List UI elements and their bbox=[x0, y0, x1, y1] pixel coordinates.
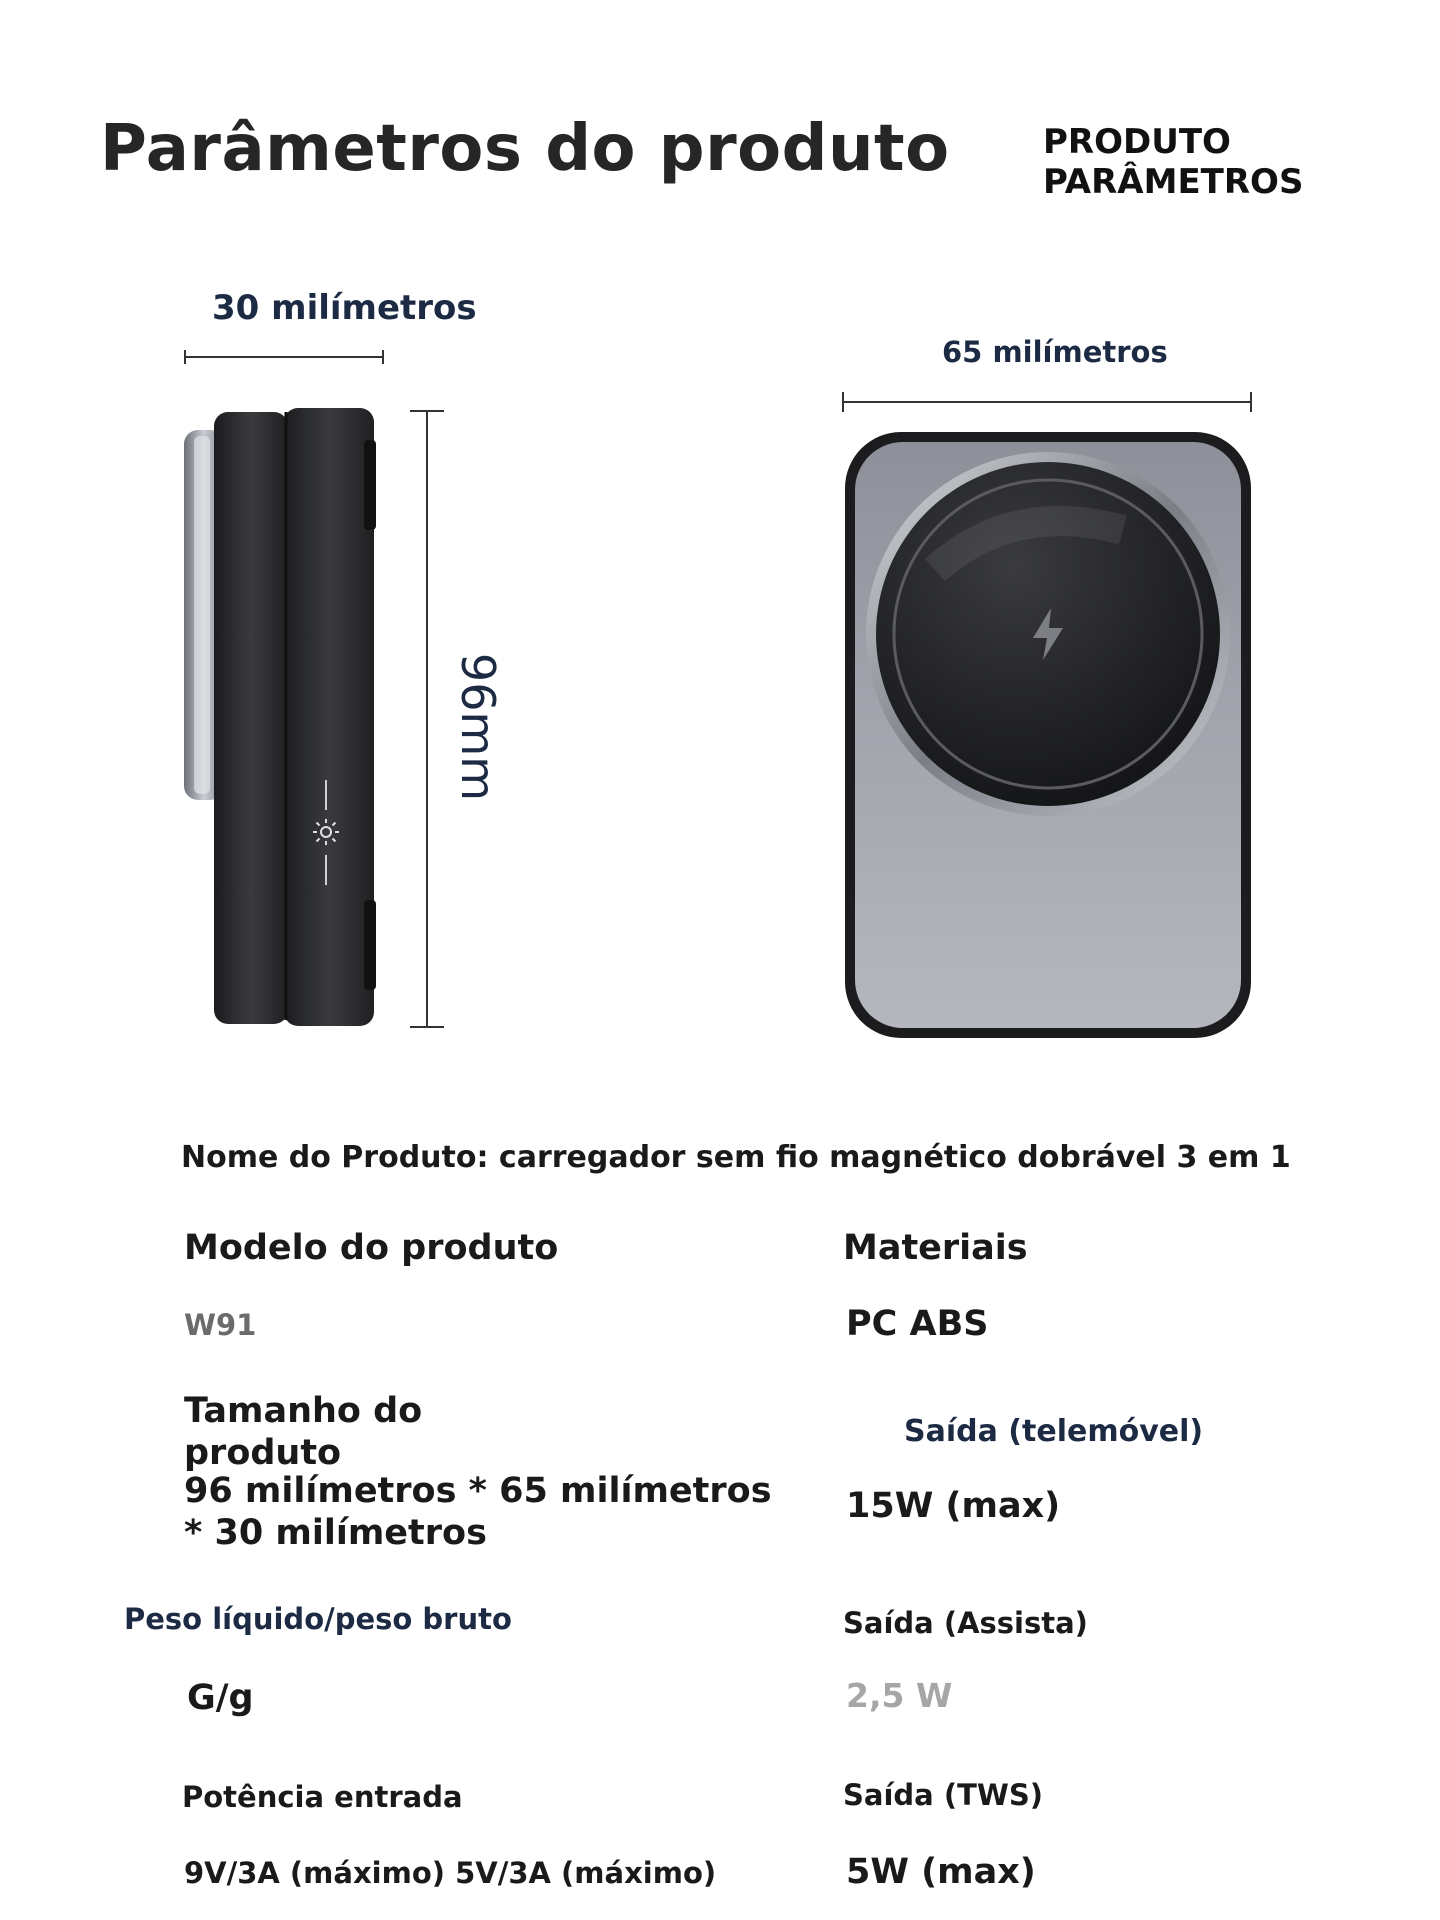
weight-label: Peso líquido/peso bruto bbox=[124, 1602, 512, 1636]
height-dimension-line bbox=[410, 410, 444, 1028]
device-side-view bbox=[180, 400, 380, 1030]
model-label: Modelo do produto bbox=[184, 1228, 559, 1268]
output-phone-value: 15W (max) bbox=[846, 1486, 1061, 1526]
sun-icon bbox=[312, 818, 340, 846]
output-watch-label: Saída (Assista) bbox=[843, 1606, 1088, 1640]
output-phone-label: Saída (telemóvel) bbox=[904, 1414, 1204, 1449]
input-power-label: Potência entrada bbox=[182, 1780, 463, 1814]
depth-label: 30 milímetros bbox=[212, 288, 477, 328]
input-power-value: 9V/3A (máximo) 5V/3A (máximo) bbox=[184, 1856, 717, 1890]
output-watch-value: 2,5 W bbox=[846, 1676, 953, 1715]
width-label: 65 milímetros bbox=[942, 335, 1168, 369]
device-front-view bbox=[843, 430, 1253, 1040]
subtitle-line-2: PARÂMETROS bbox=[1043, 162, 1304, 202]
weight-value: G/g bbox=[187, 1678, 254, 1718]
size-label: Tamanho do produto bbox=[184, 1391, 423, 1473]
lightning-icon bbox=[1027, 606, 1069, 662]
page-title: Parâmetros do produto bbox=[100, 112, 950, 186]
model-value: W91 bbox=[184, 1308, 257, 1342]
product-name: Nome do Produto: carregador sem fio magnético dobrável 3 em 1 bbox=[181, 1140, 1291, 1175]
subtitle-line-1: PRODUTO bbox=[1043, 122, 1231, 162]
output-tws-label: Saída (TWS) bbox=[843, 1778, 1043, 1812]
height-label: 96mm bbox=[451, 652, 505, 802]
materials-label: Materiais bbox=[843, 1228, 1028, 1268]
size-value: 96 milímetros * 65 milímetros * 30 milímetros bbox=[184, 1471, 772, 1553]
depth-dimension-line bbox=[184, 350, 384, 364]
materials-value: PC ABS bbox=[846, 1304, 989, 1344]
output-tws-value: 5W (max) bbox=[846, 1852, 1036, 1892]
page-subtitle bbox=[1043, 122, 1303, 202]
width-dimension-line bbox=[842, 392, 1252, 412]
